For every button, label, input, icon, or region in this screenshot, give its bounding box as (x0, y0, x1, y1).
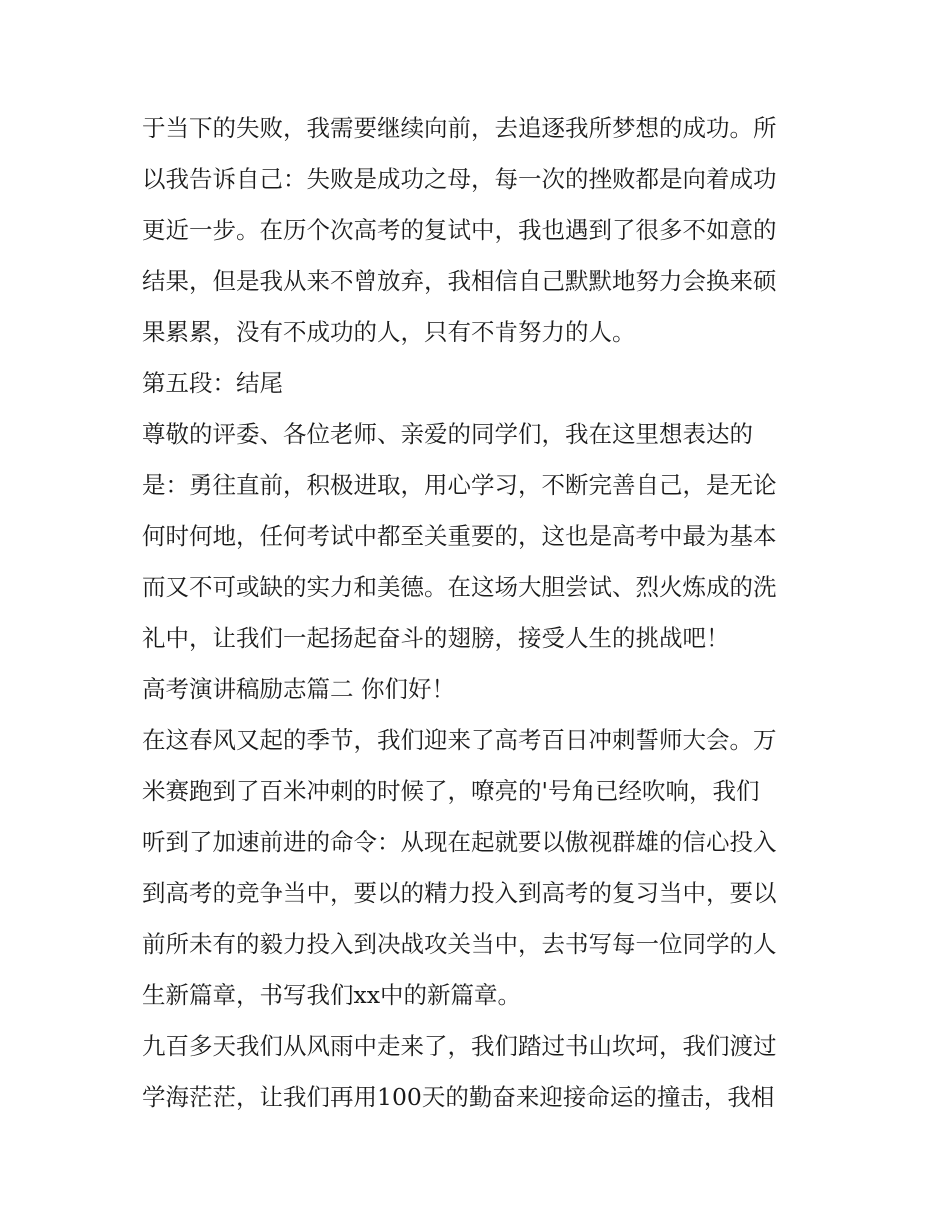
text-line: 前所未有的毅力投入到决战攻关当中，去书写每一位同学的人 (142, 930, 777, 958)
text-line: 而又不可或缺的实力和美德。在这场大胆尝试、烈火炼成的洗 (142, 573, 777, 601)
text-line: 于当下的失败，我需要继续向前，去追逐我所梦想的成功。所 (142, 114, 777, 142)
text-line: 九百多天我们从风雨中走来了，我们踏过书山坎坷，我们渡过 (142, 1032, 777, 1060)
document-page (142, 103, 822, 1123)
text-line: 果累累，没有不成功的人，只有不肯努力的人。 (142, 318, 636, 346)
text-line: 以我告诉自己：失败是成功之母，每一次的挫败都是向着成功 (142, 165, 777, 193)
text-line: 结果，但是我从来不曾放弃，我相信自己默默地努力会换来硕 (142, 267, 777, 295)
text-line: 听到了加速前进的命令：从现在起就要以傲视群雄的信心投入 (142, 828, 777, 856)
text-line: 更近一步。在历个次高考的复试中，我也遇到了很多不如意的 (142, 216, 777, 244)
text-line: 是：勇往直前，积极进取，用心学习，不断完善自己，是无论 (142, 471, 777, 499)
text-line: 米赛跑到了百米冲刺的时候了，嘹亮的'号角已经吹响，我们 (142, 777, 760, 805)
text-line: 尊敬的评委、各位老师、亲爱的同学们，我在这里想表达的 (142, 420, 753, 448)
section-heading: 高考演讲稿励志篇二 你们好！ (142, 675, 455, 703)
text-line: 学海茫茫，让我们再用100天的勤奋来迎接命运的撞击，我相 (142, 1083, 775, 1111)
text-line: 生新篇章，书写我们xx中的新篇章。 (142, 981, 522, 1009)
text-line: 在这春风又起的季节，我们迎来了高考百日冲刺誓师大会。万 (142, 726, 777, 754)
text-line: 到高考的竞争当中，要以的精力投入到高考的复习当中，要以 (142, 879, 777, 907)
section-heading: 第五段：结尾 (142, 369, 283, 397)
text-line: 礼中，让我们一起扬起奋斗的翅膀，接受人生的挑战吧！ (142, 624, 730, 652)
text-line: 何时何地，任何考试中都至关重要的，这也是高考中最为基本 (142, 522, 777, 550)
